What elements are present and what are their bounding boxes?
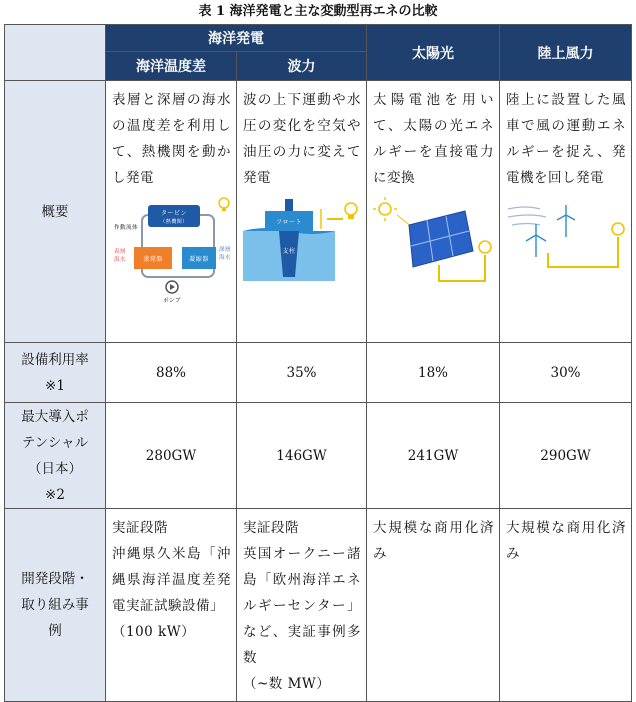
pillar-label: 支柱 [282,248,296,255]
max-label-line-1: 最大導入ポ [21,408,89,425]
float-label: フロート [275,219,303,226]
development-wave-example: 英国オークニー諸島「欧州海洋エネルギーセンター」など、実証事例多数 [243,546,361,666]
max-wave: 146GW [237,403,367,509]
overview-otec-text: 表層と深層の海水の温度差を利用して、熱機関を動かし発電 [112,92,231,186]
utilization-wave: 35% [237,343,367,403]
development-otec [106,509,237,702]
utilization-note-mark: ※1 [45,377,65,394]
header-otec: 海洋温度差 [106,52,237,81]
header-wave: 波力 [237,52,367,81]
sun-icon [379,203,391,215]
corner-cell [5,25,106,81]
turbine-sub-label: （熱機関） [160,219,188,225]
dev-label-line-2: 取り組み事 [21,597,89,613]
max-label-line-3: （日本） [28,460,82,477]
development-wind: 大規模な商用化済み [500,509,632,702]
wind-turbine-icon [526,205,575,257]
development-otec-stage: 実証段階 [112,520,168,536]
utilization-solar: 18% [367,343,500,403]
max-label-line-2: テンシャル [21,434,89,451]
overview-wave-text: 波の上下運動や水圧の変化を空気や油圧の力に変えて発電 [243,92,361,186]
deep-label-1: 深層 [219,247,232,253]
max-wind: 290GW [500,403,632,509]
turbine-label: タービン [160,210,188,217]
overview-solar [367,81,500,343]
deep-label-2: 海水 [219,255,232,261]
row-label-development [5,509,106,702]
overview-otec [106,81,237,343]
row-label-overview: 概要 [5,81,106,343]
lightbulb-icon [479,241,491,253]
fluid-label: 作動流体 [114,225,139,231]
lightbulb-icon [612,223,624,235]
solar-diagram [373,195,495,295]
development-wave [237,509,367,702]
max-note-mark: ※2 [45,486,65,503]
development-otec-example: 沖縄県久米島「沖縄県海洋温度差発電実証試験設備」 [112,546,231,614]
lightbulb-icon [345,203,357,215]
comparison-table [4,24,632,702]
solar-panel [409,211,473,267]
lightbulb-icon [219,198,229,208]
overview-wave [237,81,367,343]
development-solar: 大規模な商用化済み [367,509,500,702]
utilization-label-line: 設備利用率 [21,351,89,368]
overview-solar-text: 太陽電池を用いて、太陽の光エネルギーを直接電力に変換 [373,92,494,186]
table-caption: 表 1 海洋発電と主な変動型再エネの比較 [198,4,438,19]
evaporator-label: 蒸発器 [143,256,163,263]
utilization-wind: 30% [500,343,632,403]
overview-wind-text: 陸上に設置した風車で風の運動エネルギーを捉え、発電機を回し発電 [506,92,626,186]
condenser-label: 凝縮器 [189,256,209,263]
max-solar: 241GW [367,403,500,509]
wind-icon [508,207,546,225]
overview-wind [500,81,632,343]
otec-diagram [112,195,232,305]
row-label-utilization [5,343,106,403]
max-otec: 280GW [106,403,237,509]
dev-label-line-3: 例 [48,623,62,639]
header-solar: 太陽光 [367,25,500,81]
development-wave-capacity: （~数 MW） [243,676,331,692]
development-wave-stage: 実証段階 [243,520,299,536]
surface-label-2: 海水 [114,257,127,263]
pump-label: ポンプ [162,298,182,304]
utilization-otec: 88% [106,343,237,403]
dev-label-line-1: 開発段階・ [21,571,89,587]
wave-diagram [243,195,363,295]
development-otec-capacity: （100 kW） [112,624,196,640]
surface-label-1: 表層 [114,249,127,255]
wind-diagram [506,195,628,285]
row-label-max-potential [5,403,106,509]
header-ocean-group: 海洋発電 [106,25,367,52]
header-wind: 陸上風力 [500,25,632,81]
